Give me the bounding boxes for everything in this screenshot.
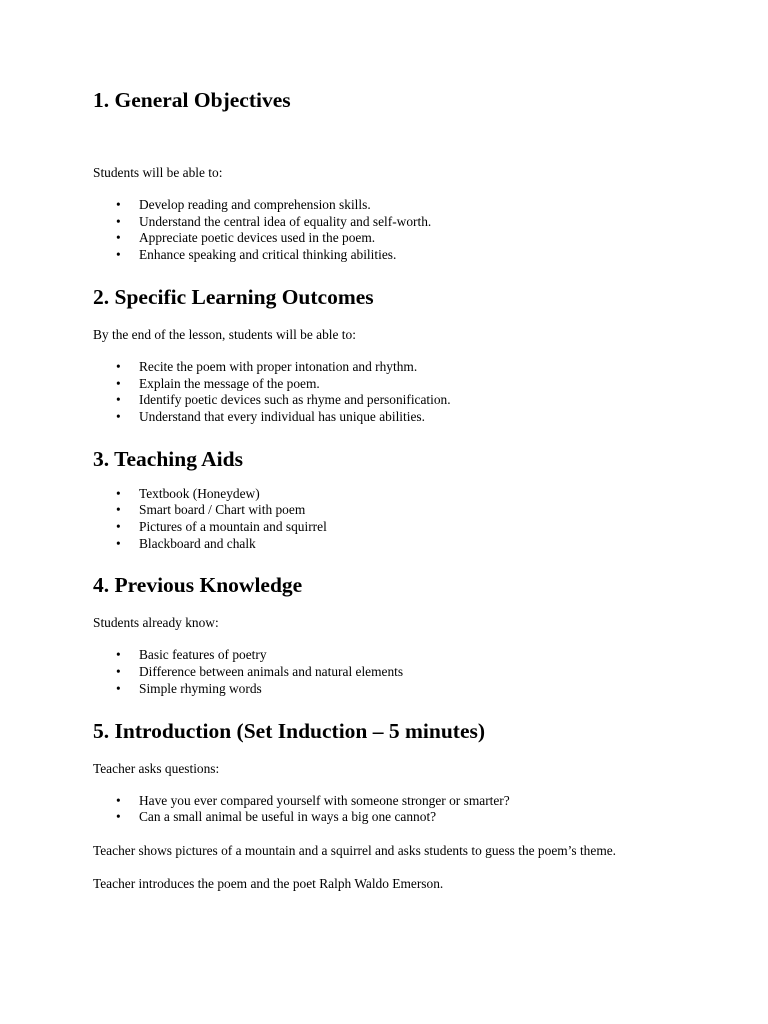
section-heading-general-objectives: 1. General Objectives — [93, 88, 291, 112]
list-item: • Understand that every individual has unique abilities. — [116, 408, 425, 424]
bullet-icon: • — [116, 408, 121, 424]
list-item: • Textbook (Honeydew) — [116, 485, 260, 501]
bullet-icon: • — [116, 247, 121, 263]
paragraph: Teacher shows pictures of a mountain and a squirrel and asks students to guess the poem’s theme. — [93, 842, 617, 858]
objectives-list — [93, 197, 693, 264]
section-heading-teaching-aids: 3. Teaching Aids — [93, 446, 243, 471]
list-item: • Explain the message of the poem. — [116, 375, 320, 391]
bullet-icon: • — [116, 680, 121, 696]
section-heading-specific-learning-outcomes: 2. Specific Learning Outcomes — [93, 284, 374, 309]
outcomes-list — [93, 359, 693, 426]
list-item: • Difference between animals and natural elements — [116, 664, 404, 680]
bullet-icon: • — [116, 358, 121, 374]
list-item: • Basic features of poetry — [116, 647, 267, 663]
document-page — [93, 87, 693, 892]
section-intro: Teacher asks questions: — [93, 760, 220, 776]
list-item: • Understand the central idea of equality and self-worth. — [116, 213, 432, 229]
bullet-icon: • — [116, 230, 121, 246]
list-item: • Appreciate poetic devices used in the poem. — [116, 230, 376, 246]
list-item: • Recite the poem with proper intonation and rhythm. — [116, 358, 418, 374]
bullet-icon: • — [116, 792, 121, 808]
list-item: • Identify poetic devices such as rhyme and personification. — [116, 392, 451, 408]
bullet-icon: • — [116, 647, 121, 663]
bullet-icon: • — [116, 197, 121, 212]
list-item: • Simple rhyming words — [116, 680, 262, 696]
list-item: • Can a small animal be useful in ways a big one cannot? — [116, 809, 437, 825]
section-intro: By the end of the lesson, students will be able to: — [93, 326, 356, 342]
bullet-icon: • — [116, 519, 121, 535]
bullet-icon: • — [116, 213, 121, 229]
previous-knowledge-list — [93, 647, 693, 697]
list-item: • Have you ever compared yourself with someone stronger or smarter? — [116, 792, 510, 808]
section-heading-introduction: 5. Introduction (Set Induction – 5 minutes) — [93, 718, 486, 743]
list-item: • Develop reading and comprehension skills. — [116, 197, 371, 212]
bullet-icon: • — [116, 485, 121, 501]
teaching-aids-list — [93, 486, 693, 553]
bullet-icon: • — [116, 535, 121, 551]
bullet-icon: • — [116, 664, 121, 680]
list-item: • Pictures of a mountain and squirrel — [116, 519, 327, 535]
bullet-icon: • — [116, 502, 121, 518]
introduction-questions-list — [93, 793, 693, 826]
bullet-icon: • — [116, 392, 121, 408]
section-heading-previous-knowledge: 4. Previous Knowledge — [93, 573, 303, 598]
paragraph: Teacher introduces the poem and the poet Ralph Waldo Emerson. — [93, 875, 444, 891]
bullet-icon: • — [116, 375, 121, 391]
bullet-icon: • — [116, 809, 121, 825]
section-intro: Students already know: — [93, 615, 219, 631]
list-item: • Smart board / Chart with poem — [116, 502, 306, 518]
section-intro: Students will be able to: — [93, 165, 223, 180]
list-item: • Blackboard and chalk — [116, 535, 256, 551]
list-item: • Enhance speaking and critical thinking abilities. — [116, 247, 397, 263]
